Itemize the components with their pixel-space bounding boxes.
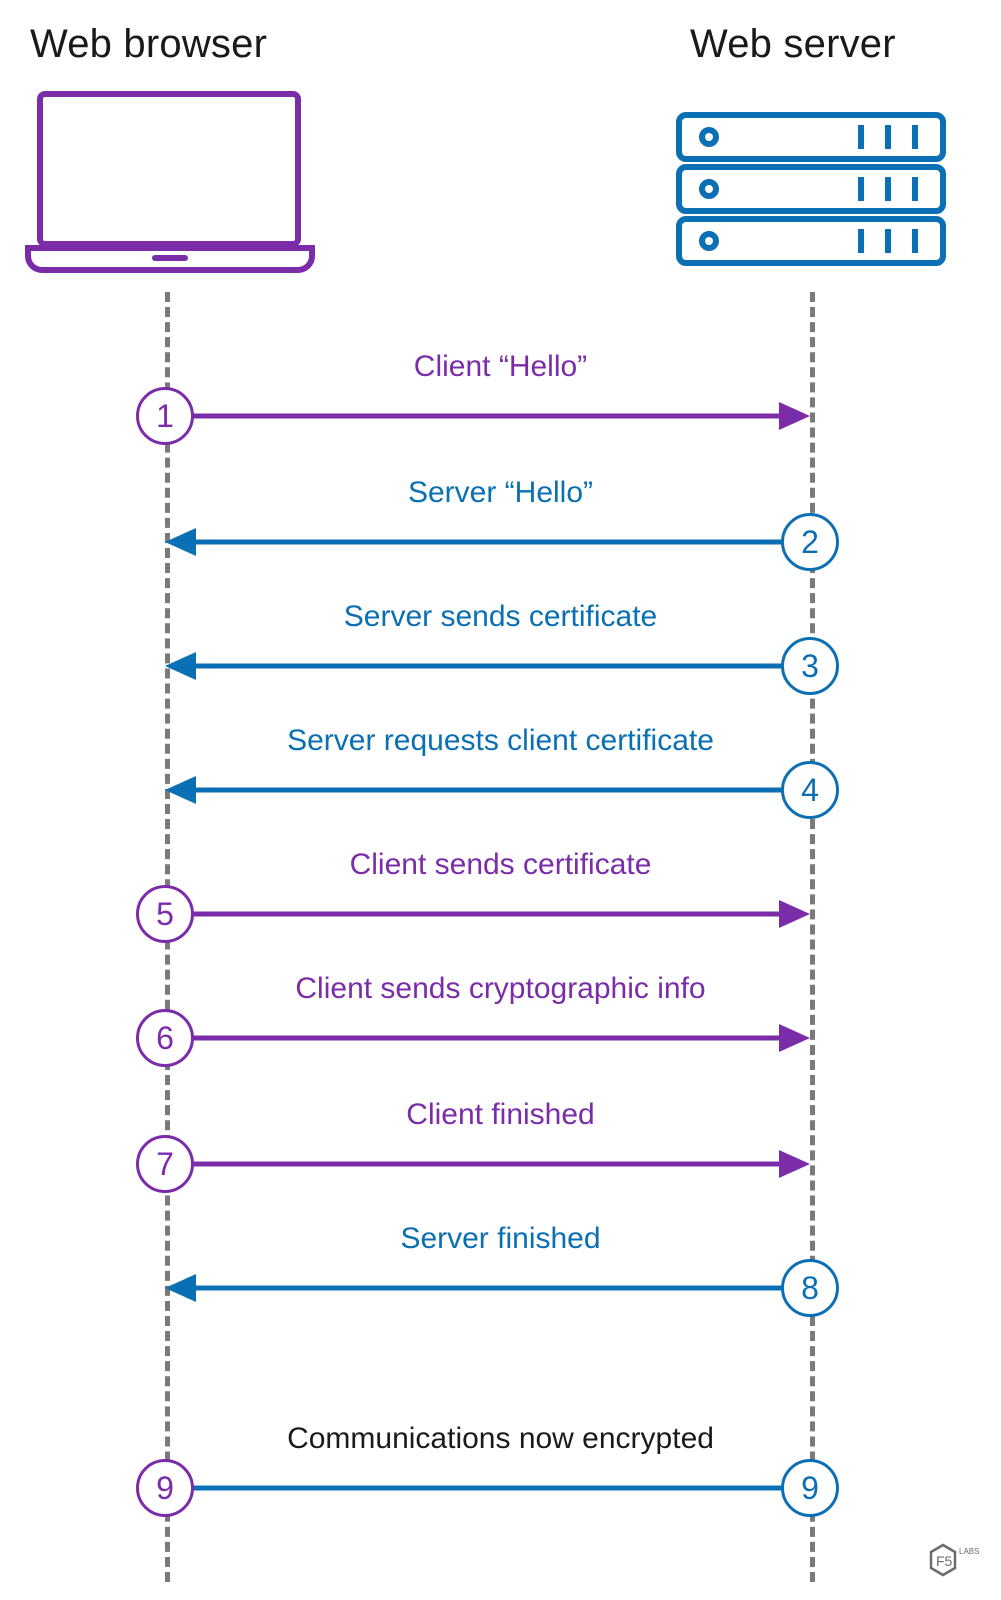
message-row-4 — [0, 724, 1001, 820]
message-label-6: Client sends cryptographic info — [295, 972, 706, 1005]
step-number-1: 1 — [136, 387, 194, 445]
step-number-4: 4 — [781, 761, 839, 819]
message-label-2: Server “Hello” — [407, 476, 594, 509]
laptop-icon — [22, 88, 318, 278]
message-label-1: Client “Hello” — [413, 350, 588, 383]
arrow-server-to-client-2 — [165, 520, 810, 564]
message-label-8: Server finished — [400, 1222, 601, 1255]
message-label-4: Server requests client certificate — [287, 724, 714, 757]
step-number-9-client: 9 — [136, 1459, 194, 1517]
svg-text:LABS: LABS — [959, 1547, 980, 1556]
server-rack-icon — [676, 112, 946, 272]
step-number-5: 5 — [136, 885, 194, 943]
message-label-3: Server sends certificate — [343, 600, 658, 633]
message-row-2 — [0, 476, 1001, 572]
column-title-browser: Web browser — [30, 22, 268, 66]
step-number-2: 2 — [781, 513, 839, 571]
message-row-1 — [0, 350, 1001, 446]
arrow-client-to-server-5 — [165, 892, 810, 936]
message-row-6 — [0, 972, 1001, 1068]
message-row-5 — [0, 848, 1001, 944]
arrow-server-to-client-8 — [165, 1266, 810, 1310]
message-label-5: Client sends certificate — [349, 848, 652, 881]
column-title-server: Web server — [690, 22, 896, 66]
line-encrypted-channel — [165, 1466, 810, 1510]
step-number-7: 7 — [136, 1135, 194, 1193]
step-number-6: 6 — [136, 1009, 194, 1067]
message-label-7: Client finished — [406, 1098, 595, 1131]
f5-logo-icon — [921, 1538, 983, 1586]
message-row-8 — [0, 1222, 1001, 1318]
arrow-server-to-client-4 — [165, 768, 810, 812]
arrow-client-to-server-7 — [165, 1142, 810, 1186]
arrow-client-to-server-6 — [165, 1016, 810, 1060]
message-row-3 — [0, 600, 1001, 696]
message-label-encrypted: Communications now encrypted — [287, 1422, 714, 1455]
svg-text:F5: F5 — [936, 1553, 953, 1569]
arrow-server-to-client-3 — [165, 644, 810, 688]
step-number-9-server: 9 — [781, 1459, 839, 1517]
arrow-client-to-server-1 — [165, 394, 810, 438]
message-row-encrypted — [0, 1422, 1001, 1518]
message-row-7 — [0, 1098, 1001, 1194]
step-number-3: 3 — [781, 637, 839, 695]
step-number-8: 8 — [781, 1259, 839, 1317]
